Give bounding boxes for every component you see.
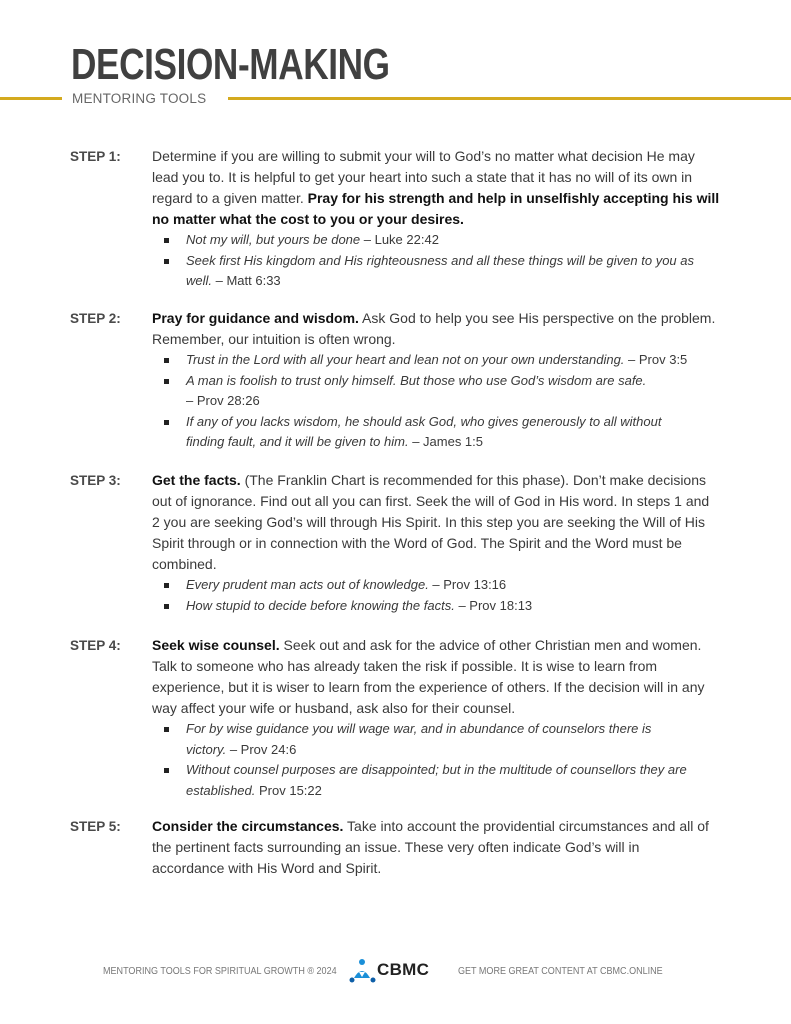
- step-text: way affect your wife or husband, ask also for their counsel.: [152, 700, 516, 716]
- step-heading-text: Seek wise counsel.: [152, 637, 280, 653]
- scripture-line: [186, 596, 732, 617]
- step-text-line: [152, 188, 732, 209]
- scripture-quote: A man is foolish to trust only himself. But those who use God’s wisdom are safe.: [186, 372, 647, 388]
- scripture-reference: – Prov 13:16: [428, 577, 507, 592]
- scripture-quote: Seek first His kingdom and His righteousness and all these things will be given to you as: [186, 252, 694, 268]
- scripture-reference: Prov 15:22: [255, 782, 322, 798]
- step-text-line: [152, 698, 732, 719]
- step-text-line: [152, 656, 732, 677]
- step-heading-text: Pray for guidance and wisdom.: [152, 310, 359, 326]
- step-text: Talk to someone who has already taken the risk if possible. It is wise to learn from: [152, 658, 658, 674]
- cbmc-logo-icon: [349, 958, 377, 984]
- scripture-item: [152, 719, 732, 760]
- step-text-line: [152, 146, 732, 167]
- step-text: regard to a given matter.: [152, 190, 308, 206]
- step-text: Remember, our intuition is often wrong.: [152, 331, 396, 347]
- scripture-line: [186, 350, 732, 371]
- square-bullet-icon: [164, 420, 169, 425]
- square-bullet-icon: [164, 727, 169, 732]
- step-label: STEP 4:: [70, 638, 121, 653]
- step-text-line: [152, 512, 732, 533]
- scripture-line: [186, 230, 732, 251]
- cbmc-logo-text: CBMC: [377, 960, 430, 979]
- scripture-item: [152, 596, 732, 617]
- step-text-line: [152, 837, 732, 858]
- scripture-reference: – Prov 24:6: [226, 741, 297, 757]
- step-text: 2 you are seeking God’s will through His Spirit. In this step you are seeking the Will of His: [152, 514, 705, 530]
- scripture-line: [186, 781, 732, 802]
- scripture-reference: – Luke 22:42: [360, 232, 439, 247]
- step-text: Spirit through or in connection with the Word of God. The Spirit and the Word must be: [152, 535, 682, 551]
- step-text: (The Franklin Chart is recommended for this phase). Don’t make decisions: [240, 472, 707, 488]
- scripture-quote: established.: [186, 782, 256, 798]
- scripture-list: [152, 719, 732, 801]
- step-label: STEP 5:: [70, 819, 121, 834]
- scripture-reference: – Prov 28:26: [186, 393, 260, 408]
- step-body: [152, 308, 732, 453]
- scripture-item: [152, 371, 732, 412]
- scripture-item: [152, 760, 732, 801]
- step-text: Seek out and ask for the advice of other Christian men and women.: [279, 637, 702, 653]
- step-text: experience, but it is wiser to learn from the experience of others. If the decision will in any: [152, 679, 705, 695]
- step-text: the pertinent facts surrounding an issue. These very often indicate God’s will in: [152, 839, 640, 855]
- scripture-line: [186, 575, 732, 596]
- step-text-line: [152, 470, 732, 491]
- scripture-list: [152, 350, 732, 453]
- scripture-quote: If any of you lacks wisdom, he should ask God, who gives generously to all without: [186, 413, 662, 429]
- square-bullet-icon: [164, 238, 169, 243]
- square-bullet-icon: [164, 583, 169, 588]
- step-body: [152, 146, 732, 292]
- step-label: STEP 2:: [70, 311, 121, 326]
- step-heading-text: Pray for his strength and help in unselfishly accepting his will: [307, 190, 720, 206]
- step-text-line: [152, 533, 732, 554]
- step-text-line: [152, 677, 732, 698]
- scripture-line: [186, 391, 732, 412]
- scripture-item: [152, 412, 732, 453]
- footer-copyright: MENTORING TOOLS FOR SPIRITUAL GROWTH ® 2024: [103, 965, 337, 977]
- cbmc-logo[interactable]: [349, 958, 441, 984]
- step-text-line: [152, 491, 732, 512]
- scripture-item: [152, 230, 732, 251]
- scripture-quote: How stupid to decide before knowing the facts.: [186, 597, 455, 613]
- step-heading-text: no matter what the cost to you or your desires.: [152, 211, 464, 227]
- step-text: out of ignorance. Find out all you can first. Seek the will of God in His word. In steps 1 and: [152, 493, 710, 509]
- scripture-line: [186, 719, 732, 740]
- scripture-line: [186, 432, 732, 453]
- scripture-reference: – James 1:5: [408, 434, 484, 449]
- step-text-line: [152, 167, 732, 188]
- scripture-quote: Trust in the Lord with all your heart and lean not on your own understanding.: [186, 352, 625, 367]
- header-rule-left: [0, 97, 62, 100]
- scripture-quote: victory.: [186, 741, 227, 757]
- step-text: Determine if you are willing to submit your will to God’s no matter what decision He may: [152, 148, 695, 164]
- step-text-line: [152, 816, 732, 837]
- square-bullet-icon: [164, 259, 169, 264]
- square-bullet-icon: [164, 358, 169, 363]
- square-bullet-icon: [164, 379, 169, 384]
- square-bullet-icon: [164, 768, 169, 773]
- scripture-line: [186, 271, 732, 292]
- step-text-line: [152, 635, 732, 656]
- step-label: STEP 3:: [70, 473, 121, 488]
- step-text-line: [152, 209, 732, 230]
- step-text: lead you to. It is helpful to get your heart into such a state that it has no will of its own in: [152, 169, 693, 185]
- scripture-quote: well.: [186, 273, 213, 288]
- scripture-reference: – Prov 18:13: [454, 597, 533, 613]
- scripture-line: [186, 760, 732, 781]
- step-text: accordance with His Word and Spirit.: [152, 860, 382, 876]
- header-rule-right: [228, 97, 791, 100]
- page-subtitle: MENTORING TOOLS: [72, 91, 207, 106]
- scripture-line: [186, 740, 732, 761]
- scripture-quote: Without counsel purposes are disappointed; but in the multitude of counsellors they are: [186, 762, 687, 777]
- scripture-reference: – Prov 3:5: [624, 352, 688, 367]
- step-text: Take into account the providential circumstances and all of: [343, 818, 709, 834]
- footer-website-link[interactable]: GET MORE GREAT CONTENT AT CBMC.ONLINE: [458, 965, 663, 977]
- step-text-line: [152, 308, 732, 329]
- step-text-line: [152, 858, 732, 879]
- scripture-line: [186, 251, 732, 272]
- scripture-quote: Every prudent man acts out of knowledge.: [186, 577, 429, 592]
- step-body: [152, 816, 732, 879]
- step-label: STEP 1:: [70, 149, 121, 164]
- scripture-item: [152, 350, 732, 371]
- step-heading-text: Consider the circumstances.: [152, 818, 344, 834]
- scripture-item: [152, 251, 732, 292]
- scripture-list: [152, 575, 732, 616]
- step-text-line: [152, 329, 732, 350]
- square-bullet-icon: [164, 604, 169, 609]
- scripture-line: [186, 371, 732, 392]
- scripture-item: [152, 575, 732, 596]
- scripture-quote: Not my will, but yours be done: [186, 232, 361, 247]
- step-heading-text: Get the facts.: [152, 472, 241, 488]
- scripture-quote: finding fault, and it will be given to him.: [186, 434, 409, 449]
- step-body: [152, 470, 732, 616]
- footer: [0, 960, 791, 990]
- step-body: [152, 635, 732, 801]
- page-title: DECISION-MAKING: [71, 40, 390, 89]
- step-text: Ask God to help you see His perspective on the problem.: [358, 310, 716, 326]
- scripture-quote: For by wise guidance you will wage war, and in abundance of counselors there is: [186, 721, 652, 736]
- scripture-line: [186, 412, 732, 433]
- step-text: combined.: [152, 556, 217, 572]
- scripture-list: [152, 230, 732, 292]
- scripture-reference: – Matt 6:33: [212, 273, 281, 288]
- step-text-line: [152, 554, 732, 575]
